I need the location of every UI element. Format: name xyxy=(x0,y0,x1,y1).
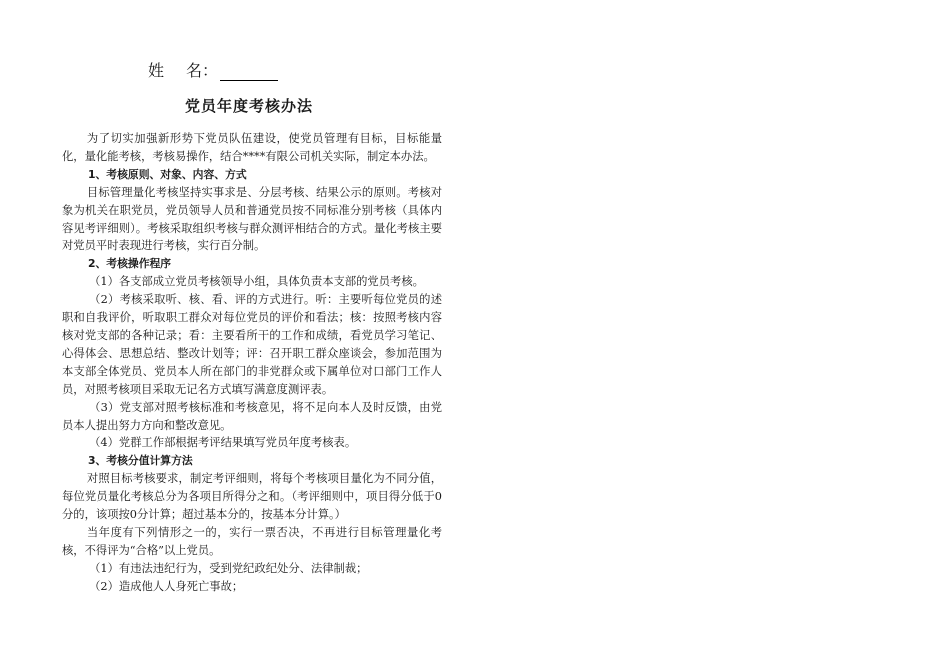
section-3-paragraph-2: 当年度有下列情形之一的，实行一票否决，不再进行目标管理量化考核，不得评为“合格”以上党员。 xyxy=(62,525,442,557)
section-3-item-2: （2）造成他人人身死亡事故； xyxy=(89,579,244,593)
section-2-item-1: （1）各支部成立党员考核领导小组，具体负责本支部的党员考核。 xyxy=(89,275,424,289)
intro-paragraph: 为了切实加强新形势下党员队伍建设，使党员管理有目标，目标能量化，量化能考核，考核易操作，结合****有限公司机关实际，制定本办法。 xyxy=(62,132,442,163)
document-body xyxy=(62,130,442,596)
section-1-heading: 1、考核原则、对象、内容、方式 xyxy=(88,167,247,181)
name-label-given: 名： xyxy=(186,61,219,80)
section-2-item-3: （3）党支部对照考核标准和考核意见，将不足向本人及时反馈，由党员本人提出努力方向和整改意见。 xyxy=(62,400,442,432)
name-label-surname: 姓 xyxy=(148,61,165,80)
section-2-heading: 2、考核操作程序 xyxy=(88,257,172,271)
name-blank-line xyxy=(220,62,278,81)
document-title: 党员年度考核办法 xyxy=(185,97,314,115)
section-3-paragraph-1: 对照目标考核要求，制定考评细则，将每个考核项目量化为不同分值，每位党员量化考核总分为各项目所得分之和。（考评细则中，项目得分低于0分的，该项按0分计算；超过基本分的，按基本分计算。） xyxy=(62,472,442,522)
section-3-heading: 3、考核分值计算方法 xyxy=(88,454,193,468)
section-2-item-4: （4）党群工作部根据考评结果填写党员年度考核表。 xyxy=(89,436,357,450)
section-3-item-1: （1）有违法违纪行为，受到党纪政纪处分、法律制裁； xyxy=(89,561,368,575)
section-2-item-2: （2）考核采取听、核、看、评的方式进行。听：主要听每位党员的述职和自我评价，听取职工群众对每位党员的评价和看法；核：按照考核内容核对党支部的各种记录；看：主要看所干的工作和成绩，看党员学习笔记、心得体会、思想总结、整改计划等；评：召开职工群众座谈会，参加范围为本支部全体党员、党员本人所在部门的非党群众或下属单位对口部门工作人员，对照考核项目采取无记名方式填写满意度测评表。 xyxy=(62,293,442,396)
name-field-row xyxy=(148,58,278,81)
section-1-paragraph: 目标管理量化考核坚持实事求是、分层考核、结果公示的原则。考核对象为机关在职党员，党员领导人员和普通党员按不同标准分别考核（具体内容见考评细则）。考核采取组织考核与群众测评相结合的方式。量化考核主要对党员平时表现进行考核，实行百分制。 xyxy=(62,185,442,253)
